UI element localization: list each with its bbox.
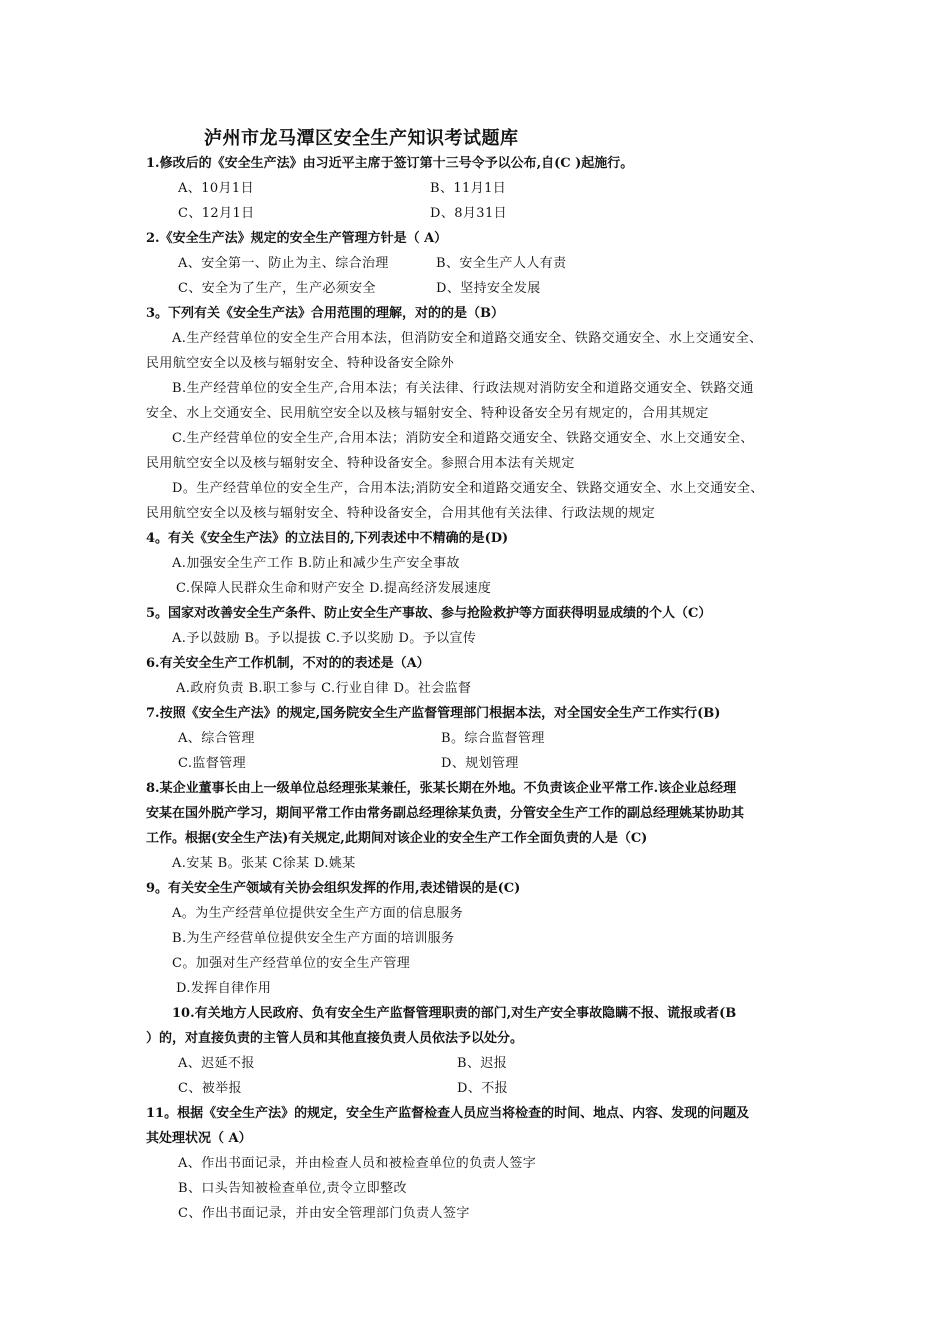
option-line: A.政府负责 B.职工参与 C.行业自律 D。社会监督: [176, 681, 472, 696]
option-line: A、综合管理: [178, 731, 255, 746]
question-line: 11。根据《安全生产法》的规定，安全生产监督检查人员应当将检查的时间、地点、内容、发现的问题及: [146, 1106, 750, 1121]
question-line: 1.修改后的《安全生产法》由习近平主席于签订第十三号令予以公布,自(C )起施行。: [146, 156, 634, 171]
option-line: 安全、水上交通安全、民用航空安全以及核与辐射安全、特种设备安全另有规定的，合用其规定: [146, 406, 709, 421]
question-line: 3。下列有关《安全生产法》合用范围的理解，对的的是（B）: [146, 306, 505, 321]
option-line: B。综合监督管理: [441, 731, 545, 746]
option-line: B、口头告知被检查单位,责令立即整改: [178, 1181, 407, 1196]
option-line: B、安全生产人人有责: [436, 256, 567, 271]
question-line: 6.有关安全生产工作机制，不对的的表述是（A）: [146, 656, 430, 671]
question-line: 9。有关安全生产领域有关协会组织发挥的作用,表述错误的是(C): [146, 881, 521, 896]
option-line: 民用航空安全以及核与辐射安全、特种设备安全除外: [146, 356, 455, 371]
option-line: A、安全第一、防止为主、综合治理: [178, 256, 389, 271]
question-line: 其处理状况（ A）: [146, 1131, 252, 1146]
option-line: B.为生产经营单位提供安全生产方面的培训服务: [172, 931, 455, 946]
option-line: 民用航空安全以及核与辐射安全、特种设备安全。参照合用本法有关规定: [146, 456, 575, 471]
option-line: A。为生产经营单位提供安全生产方面的信息服务: [172, 906, 464, 921]
option-line: C、安全为了生产，生产必须安全: [178, 281, 376, 296]
question-line: 2.《安全生产法》规定的安全生产管理方针是（ A）: [146, 231, 448, 246]
option-line: D、坚持安全发展: [436, 281, 541, 296]
question-line: 10.有关地方人民政府、负有安全生产监督管理职责的部门,对生产安全事故隐瞒不报、谎报或者(B: [172, 1006, 737, 1021]
option-line: D、不报: [457, 1081, 509, 1096]
option-line: A、作出书面记录，并由检查人员和被检查单位的负责人签字: [178, 1156, 537, 1171]
option-line: A.生产经营单位的安全生产合用本法，但消防安全和道路交通安全、铁路交通安全、水上交通安全、: [172, 331, 763, 346]
option-line: B.生产经营单位的安全生产,合用本法；有关法律、行政法规对消防安全和道路交通安全、铁路交通: [172, 381, 754, 396]
option-line: D。生产经营单位的安全生产，合用本法;消防安全和道路交通安全、铁路交通安全、水上交通安全、: [172, 481, 764, 496]
option-line: C、作出书面记录，并由安全管理部门负责人签字: [178, 1206, 470, 1221]
question-line: 安某在国外脱产学习，期间平常工作由常务副总经理徐某负责，分管安全生产工作的副总经理姚某协助其: [146, 806, 745, 821]
question-line: 工作。根据(安全生产法)有关规定,此期间对该企业的安全生产工作全面负责的人是（C): [146, 831, 648, 846]
option-line: C、12月1日: [178, 206, 255, 221]
option-line: C.生产经营单位的安全生产,合用本法；消防安全和道路交通安全、铁路交通安全、水上交通安全、: [172, 431, 754, 446]
question-line: ）的，对直接负责的主管人员和其他直接负责人员依法予以处分。: [146, 1031, 524, 1046]
option-line: A.加强安全生产工作 B.防止和减少生产安全事故: [172, 556, 460, 571]
option-line: D、8月31日: [430, 206, 508, 221]
question-line: 7.按照《安全生产法》的规定,国务院安全生产监督管理部门根据本法，对全国安全生产工作实行(B): [146, 706, 721, 721]
option-line: B、迟报: [457, 1056, 508, 1071]
option-line: A、迟延不报: [178, 1056, 255, 1071]
option-line: A.安某 B。张某 C徐某 D.姚某: [172, 856, 356, 871]
option-line: C.监督管理: [178, 756, 247, 771]
option-line: 民用航空安全以及核与辐射安全、特种设备安全，合用其他有关法律、行政法规的规定: [146, 506, 656, 521]
question-line: 5。国家对改善安全生产条件、防止安全生产事故、参与抢险救护等方面获得明显成绩的个人（C）: [146, 606, 712, 621]
option-line: D、规划管理: [441, 756, 519, 771]
question-line: 8.某企业董事长由上一级单位总经理张某兼任，张某长期在外地。不负责该企业平常工作.该企业总经理: [146, 781, 737, 796]
option-line: B、11月1日: [430, 181, 507, 196]
question-line: 4。有关《安全生产法》的立法目的,下列表述中不精确的是(D): [146, 531, 509, 546]
option-line: C、被举报: [178, 1081, 242, 1096]
option-line: D.发挥自律作用: [176, 981, 272, 996]
option-line: C。加强对生产经营单位的安全生产管理: [172, 956, 411, 971]
option-line: A.予以鼓励 B。予以提拔 C.予以奖励 D。予以宣传: [172, 631, 477, 646]
document-title: 泸州市龙马潭区安全生产知识考试题库: [204, 128, 519, 149]
option-line: C.保障人民群众生命和财产安全 D.提高经济发展速度: [176, 581, 492, 596]
option-line: A、10月1日: [178, 181, 255, 196]
